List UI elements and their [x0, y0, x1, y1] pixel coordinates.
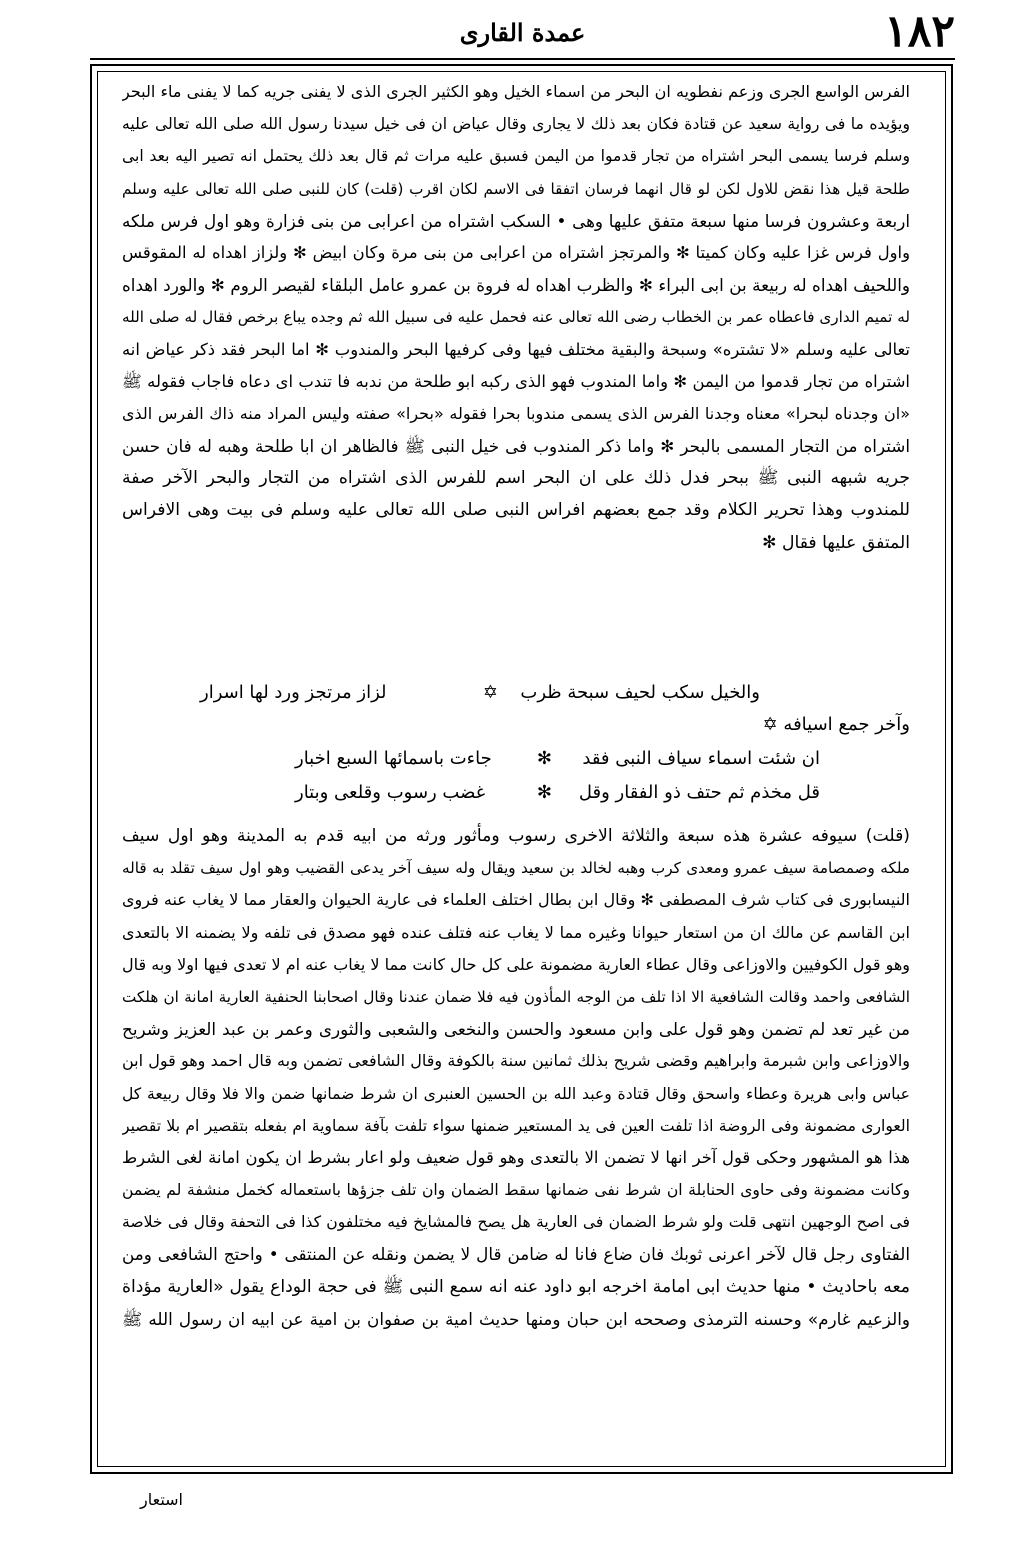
text-line: اشتراه من التجار المسمى بالبحر ✻ واما ذكر المندوب فى خيل النبى ﷺ فالظاهر ان ابا طلحة وهبه له فان حسن	[122, 436, 910, 457]
text-line: العوارى مضمونة وفى الروضة اذا تلفت العين فى يد المستعير ضمنها سواء تلفت بآفة سماوية ام بفعله بتقصير ام بلا تقصير	[122, 1116, 910, 1135]
text-line: وسلم فرسا يسمى البحر اشتراه من تجار قدموا من اليمن فسبق عليه مرات ثم قال بعد ذلك يحتمل انه تصير اليه بعد ابى	[122, 147, 910, 166]
page-number: ١٨٢	[884, 6, 955, 57]
text-line: المتفق عليها فقال ✻	[762, 532, 910, 553]
text-line: عباس وابى هريرة وعطاء واسحق وقال قتادة وعبد الله بن الحسين العنبرى ان شرط ضمانها ضمن والا فلا وقال ربيعة كل	[122, 1084, 910, 1103]
poem-intro	[600, 714, 910, 744]
text-line: اربعة وعشرون فرسا منها سبعة متفق عليها وهى • السكب اشتراه من اعرابى من بنى فزارة وهو اول فرس ملكه	[122, 210, 910, 231]
text-line: ملكه وصمصامة سيف عمرو ومعدى كرب وهبه لخالد بن سعيد ويقال وله سيف آخر يدعى القضيب وهو اول سيف تقلد به قاله	[122, 859, 910, 878]
poem-1-left-hemistich: لزاز مرتجز ورد لها اسرار	[200, 682, 387, 703]
text-line: للمندوب وهذا تحرير الكلام وقد جمع بعضهم افراس النبى صلى الله تعالى عليه وسلم فى بيت وهى الافراس	[122, 500, 910, 521]
poem-1-right-hemistich: والخيل سكب لحيف سبحة ظرب	[520, 682, 760, 703]
text-line: وهو قول الكوفيين والاوزاعى وقال عطاء العارية مضمونة على كل حال كانت مما لا يغاب عنه ام لا تعدى فيها اولا وبه قال	[122, 954, 910, 974]
text-line: اشتراه من تجار قدموا من اليمن ✻ واما المندوب فهو الذى ركبه ابو طلحة من ندبه فا تندب اى دعاه فاجاب فقوله ﷺ	[122, 371, 910, 391]
text-line: واول فرس غزا عليه وكان كميتا ✻ والمرتجز اشتراه من اعرابى من بنى مرة وكان ابيض ✻ ولزاز اهداه له المقوقس	[122, 242, 910, 262]
poem-2	[295, 748, 820, 814]
text-line: الفتاوى رجل قال لآخر اعرنى ثوبك فان ضاع فانا له ضامن قال لا يضمن ونقله عن المنتقى • واحتج الشافعى ومن	[122, 1244, 910, 1265]
text-line: ابن القاسم عن مالك ان من استعار حيوانا وغيره مما لا يغاب عنه فتلف عنده فهو مصدق فى تلفه ولا يضمنه الا بالتعدى	[122, 922, 910, 942]
text-line: واللحيف اهداه له ربيعة بن ابى البراء ✻ والظرب اهداه له فروة بن عمرو عامل البلقاء لقيصر الروم ✻ والورد اهداه	[122, 275, 910, 296]
poem-2-line-1-sep: ✻	[536, 748, 552, 769]
poem-2-line-1-right: ان شئت اسماء سياف النبى فقد	[582, 748, 820, 769]
poem-2-line-1-left: جاءت باسمائها السبع اخبار	[295, 748, 492, 769]
paragraph-1	[122, 76, 910, 559]
header-rule	[90, 58, 955, 60]
poem-2-line-2-sep: ✻	[536, 782, 552, 803]
text-line: والزعيم غارم» وحسنه الترمذى وصححه ابن حبان ومنها حديث امية بن صفوان بن امية عن ابيه ان رسول الله ﷺ	[122, 1308, 910, 1329]
text-line: من غير تعد لم تضمن وهو قول على وابن مسعود والحسن والنخعى والشعبى والثورى وعمر بن عبد العزيز وشريح	[122, 1019, 910, 1040]
text-line: والاوزاعى وابن شبرمة وابراهيم وقضى شريح بذلك ثمانين سنة بالكوفة وقال الشافعى تضمن وبه قال احمد وهو قول ابن	[122, 1051, 910, 1071]
text-line: جريه شبهه النبى ﷺ ببحر فدل ذلك على ان البحر اسم للفرس الذى اشتراه من التجار والبحر الآخر صفة	[122, 468, 910, 489]
text-line: معه باحاديث • منها حديث ابى امامة اخرجه ابو داود عنه انه سمع النبى ﷺ فى حجة الوداع يقول «العارية مؤداة	[122, 1276, 910, 1297]
text-line: الشافعى واحمد وقالت الشافعية الا اذا تلف من الوجه المأذون فيه فلا ضمان عندنا وقال اصحابنا الحنفية العارية امانة ان هلكت	[122, 987, 910, 1006]
text-line: الفرس الواسع الجرى وزعم نفطويه ان البحر من اسماء الخيل وهو الكثير الجرى الذى لا يفنى جريه كما لا يفنى ماء البحر	[122, 82, 910, 101]
text-line: وكانت مضمونة وفى حاوى الحنابلة ان شرط نفى ضمانها سقط الضمان وان تلف جزؤها باستعماله كخمل منشفة لم يضمن	[122, 1181, 910, 1200]
text-line: له تميم الدارى فاعطاه عمر بن الخطاب رضى الله تعالى عنه فحمل عليه فى سبيل الله ثم وجده يباع برخص فقال له صلى الله	[122, 308, 910, 327]
page-header	[90, 6, 955, 60]
poem-intro-text: وآخر جمع اسيافه ✡	[762, 714, 910, 735]
poem-2-line-2-right: قل مخذم ثم حتف ذو الفقار وقل	[578, 782, 820, 803]
text-line: (قلت) سيوفه عشرة هذه سبعة والثلاثة الاخرى رسوب ومأثور ورثه من ابيه قدم به المدينة وهو اول سيف	[122, 826, 910, 846]
text-line: ويؤيده ما فى رواية سعيد عن قتادة فكان بعد ذلك لا يجارى وقال عياض ان فى خيل سيدنا رسول الله صلى الله تعالى عليه	[122, 115, 910, 134]
poem-1	[200, 682, 760, 712]
paragraph-2	[122, 820, 910, 1335]
running-title: عمدة القاری	[459, 18, 586, 47]
text-line: النيسابورى فى كتاب شرف المصطفى ✻ وقال ابن بطال اختلف العلماء فى عارية الحيوان والعقار مما لا يغاب عنه فروى	[122, 890, 910, 910]
text-line: «ان وجدناه لبحرا» معناه وجدنا الفرس الذى يسمى مندوبا بحرا فقوله «بحرا» صفته وليس المراد منه ذاك الفرس الذى	[122, 403, 910, 423]
text-line: تعالى عليه وسلم «لا تشتره» وسبحة والبقية مختلف فيها وفى كرفيها البحر والمندوب ✻ اما البحر فقد ذكر عياض انه	[122, 339, 910, 359]
poem-2-line-2-left: غضب رسوب وقلعى وبتار	[295, 782, 486, 803]
text-line: هذا هو المشهور وحكى قول آخر انها لا تضمن الا بالتعدى وهو قول ضعيف ولو اعار بشرط ان يكون امانة لغى الشرط	[122, 1147, 910, 1167]
poem-1-star: ✡	[482, 682, 498, 703]
catchword: استعار	[140, 1490, 183, 1509]
text-line: طلحة قيل هذا نقض للاول لكن لو قال انهما فرسان اتفقا فى الاسم لكان اقرب (قلت) كان للنبى صلى الله تعالى عليه وسلم	[122, 179, 910, 198]
text-line: فى اصح الوجهين انتهى قلت ولو شرط الضمان فى العارية هل يصح فالمشايخ فيه مختلفون كذا فى التحفة وقال فى خلاصة	[122, 1213, 910, 1232]
